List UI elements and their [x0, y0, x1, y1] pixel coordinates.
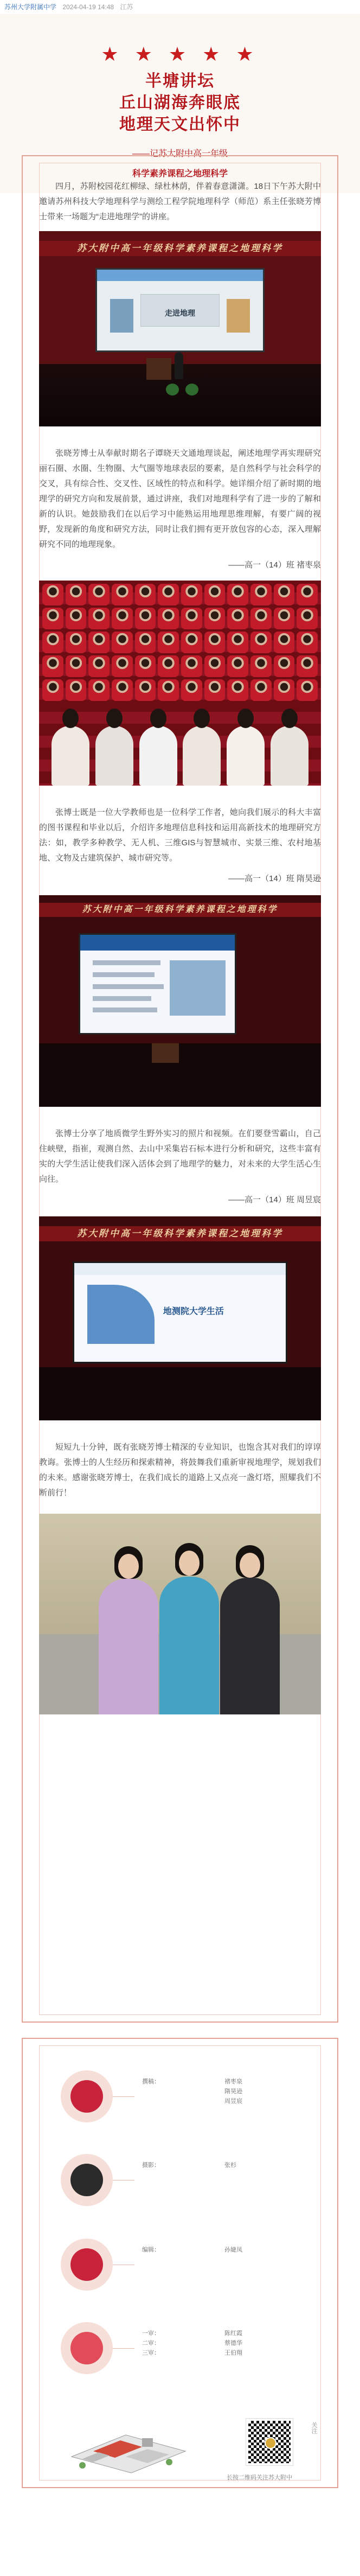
credits-card	[22, 2038, 338, 2488]
article-meta	[0, 0, 360, 14]
photo-students	[39, 1514, 321, 1714]
qr-caption: 长按二维码关注苏大附中	[227, 2475, 292, 2481]
photo-slide-presentation	[39, 895, 321, 1107]
pencil-icon	[70, 2080, 103, 2113]
camera-icon	[70, 2164, 103, 2196]
podium	[146, 358, 171, 380]
student-3	[220, 1578, 280, 1714]
paragraph-conclusion: 短短九十分钟，既有张晓芳博士精深的专业知识，也饱含其对我们的谆谆教诲。张博士的人生经历和探索精神，将鼓舞我们重新审视地理学，规划我们的未来。感谢张晓芳博士，在我们成长的道路上又点亮一盏灯塔，照耀我们不断前行！	[39, 1443, 321, 1497]
follow-label: 关注	[311, 2422, 317, 2434]
title-slide-banner: 苏大附中高一年级科学素养课程之地理科学	[39, 1226, 321, 1241]
hero-title-1: 半塘讲坛	[145, 72, 215, 90]
publish-location: 江苏	[120, 3, 133, 11]
account-name[interactable]: 苏州大学附属中学	[4, 3, 57, 11]
credits-row-editor: 编辑： 孙婕凤	[61, 2239, 316, 2304]
photo-audience	[39, 581, 321, 786]
photo-title-slide	[39, 1216, 321, 1420]
signature-3: ——高一（14）班 周昱宸	[228, 1195, 321, 1204]
paragraph-lecture: 张晓芳博士从奉献时期名子谭晓天文通地理谈起，阐述地理学再实理研究丽石圈、水圈、生物圈、大气圈等地球表层的要素，是自然科学与社会科学的交叉，具有综合性、交叉性、区域性的特点和科学。她详细介绍了新时期的地理学的研究方向和发展前景，通过讲座，我们对地理科学有了进一步的了解和新的认识。她鼓励我们在以后学习中能熟运用地理思维理解，有要广阔的视野，发现新的角度和研究方法，同时让我们拥有更开放包容的心态，深入理解研究不同的地理现象。	[39, 449, 321, 549]
review-icon	[70, 2332, 103, 2364]
slide-banner: 苏大附中高一年级科学素养课程之地理科学	[39, 903, 321, 917]
paragraph-fieldwork: 张博士分享了地质微学生野外实习的照片和视频。在们要登雪霸山，自己住峡壁，指崔，观测自然、去山中采集岩石标本进行分析和研究，这些丰富有实的大学生活让使我们深入活体会到了地理学的魅力，对未来的大学生活心生向往。	[39, 1129, 321, 1184]
projection-screen	[95, 268, 265, 352]
signature-1: ——高一（14）班 褚枣泉	[228, 560, 321, 570]
credits-row-writers: 撰稿： 褚枣泉 隋昊逊 周昱宸	[61, 2070, 316, 2135]
hero-subtitle: ——记苏大附中高一年级	[132, 149, 228, 158]
article-content	[39, 173, 321, 1714]
paragraph-research: 张博士既是一位大学教师也是一位科学工作者，她向我们展示的科大丰富的图书课程和毕业以后，介绍许多地理信息科技和运用高新技术的地理研究方法：如，教学多种教学、无人机、三维GIS与智慧城市、实景三维、农村地基地、文物及古建筑保护、城市研究等。	[39, 808, 321, 863]
student-2	[159, 1577, 219, 1714]
hero-title-2: 丘山湖海奔眼底	[119, 94, 241, 112]
publish-date: 2024-04-19 14:48	[62, 3, 114, 11]
photo-lecture-stage	[39, 231, 321, 426]
paragraph-intro: 四月，苏附校园花红柳绿、绿杜林荫，伴着春意潇潇。18日下午苏大附中邀请苏州科技大学地理科学与测绘工程学院地理科学（师范）系主任张晓芳博士带来一场题为“走进地理学”的讲座。	[39, 182, 321, 221]
slide-screen	[79, 933, 236, 1035]
edit-icon	[70, 2248, 103, 2281]
hero-title-3: 地理天文出怀中	[119, 116, 241, 133]
qr-code[interactable]	[246, 2419, 293, 2465]
screen-title: 走进地理	[140, 294, 220, 327]
title-slide-screen	[73, 1261, 287, 1363]
credits-row-photographer: 摄影： 张杉	[61, 2154, 316, 2219]
signature-2: ——高一（14）班 隋昊逊	[228, 874, 321, 883]
school-logo-icon	[265, 2437, 277, 2449]
stage-banner: 苏大附中高一年级科学素养课程之地理科学	[39, 241, 321, 256]
stars-decoration: ★ ★ ★ ★ ★	[101, 43, 259, 65]
student-1	[99, 1579, 158, 1714]
hero-subtitle-2: 科学素养课程之地理科学	[132, 169, 228, 178]
speaker	[175, 352, 183, 379]
title-slide-text: 地测院大学生活	[163, 1307, 224, 1317]
credits-row-reviewers: 一审： 陈红霞 二审： 蔡德华 三审： 王伯翔	[61, 2322, 316, 2387]
campus-illustration	[61, 2419, 196, 2478]
